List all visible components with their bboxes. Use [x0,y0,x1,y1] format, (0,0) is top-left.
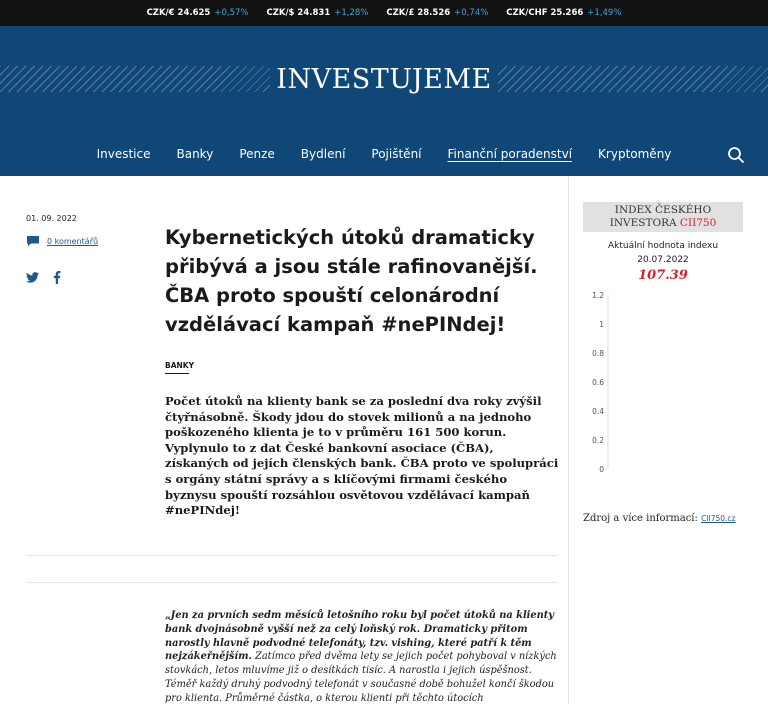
facebook-icon[interactable] [53,271,61,284]
nav-item-kryptomeny[interactable]: Kryptoměny [598,147,672,161]
index-current-label: Aktuální hodnota indexu [607,241,719,251]
y-tick-label: 0 [599,465,604,474]
quote-bold-part: „Jen za prvních sedm měsíců letošního roku byl počet útoků na klienty bank dvojnásobně vyšší než za celý loňský rok. Dramaticky přitom narostly hlavně podvodné telefonáty, tzv. vishing, které patří k těm nejzákeřnějším. [165,610,554,663]
comments-count[interactable]: 0 komentářů [47,236,99,246]
social-share [26,271,61,284]
divider [26,555,557,556]
y-tick-label: 0.6 [592,378,604,387]
currency-ticker [0,0,768,26]
ticker-item [506,8,621,18]
y-tick-label: 0.2 [592,436,604,445]
index-chart [583,288,743,478]
nav-item-penze[interactable]: Penze [239,147,275,161]
index-value: 107.39 [638,268,688,283]
index-meta [583,239,743,267]
y-tick-label: 0.4 [592,407,604,416]
article-date: 01. 09. 2022 [26,214,77,223]
masthead [0,26,768,132]
twitter-icon[interactable] [26,272,39,283]
ticker-change: +1,49% [587,8,622,18]
ticker-item [147,8,249,18]
ticker-pair: CZK/CHF 25.266 [506,8,584,18]
source-label: Zdroj a více informací: [583,513,698,524]
ticker-item [266,8,368,18]
y-tick-label: 1.2 [592,291,604,300]
nav-item-investice[interactable]: Investice [96,147,151,161]
nav-item-pojisteni[interactable]: Pojištění [371,147,422,161]
comment-icon [26,235,40,247]
source-link[interactable]: CII750.cz [701,514,736,523]
category-tag[interactable]: BANKY [165,361,194,374]
y-tick-label: 1 [599,320,604,329]
ticker-pair: CZK/$ 24.831 [266,8,331,18]
ticker-item [386,8,488,18]
divider [26,582,557,583]
ticker-pair: CZK/£ 28.526 [386,8,451,18]
article-title: Kybernetických útoků dramaticky přibývá a jsou stále rafinovanější. ČBA proto spouští celonárodní vzdělávací kampaň #nePINdej! [165,226,538,336]
ticker-change: +0,74% [454,8,489,18]
search-icon[interactable] [727,146,745,164]
article-lead: Počet útoků na klienty bank se za poslední dva roky zvýšil čtyřnásobně. Škody jdou do stovek milionů a na jednoho poškozeného klienta je to v průměru 161 500 korun. Vyplynulo to z dat České bankovní asociace (ČBA), získaných od jejích členských bank. ČBA proto ve spolupráci s orgány státní správy a s klíčovými firmami českého byznysu spouští rozsáhlou osvětovou vzdělávací kampaň #nePINdej! [165,394,559,518]
index-date: 20.07.2022 [637,255,689,265]
comments-link[interactable] [26,235,98,247]
nav-item-financni-poradenstvi[interactable]: Finanční poradenství [447,147,573,161]
ticker-change: +0,57% [214,8,249,18]
index-widget-header [583,202,743,232]
ticker-change: +1,28% [334,8,369,18]
main-nav [0,132,768,176]
index-title: INDEX ČESKÉHO INVESTORA [609,204,712,229]
site-logo[interactable]: INVESTUJEME [276,64,492,95]
nav-item-banky[interactable]: Banky [176,147,214,161]
index-source [583,513,735,524]
index-code: CII750 [679,217,717,229]
article-quote [165,609,560,704]
y-tick-label: 0.8 [592,349,604,358]
quote-rest: Zatímco před dvěma lety se jejich počet pohyboval v nízkých stovkách, letos mluvíme již o desítkách tisíc. A narostla i jejich úspěšnost. Téměř každý druhý podvodný telefonát v současné době bohužel končí škodou pro klienta. Průměrné částka, o kterou klienti při těchto útocích [165,651,557,704]
ticker-pair: CZK/€ 24.625 [146,8,211,18]
sidebar-divider [568,176,569,704]
nav-item-bydleni[interactable]: Bydlení [300,147,346,161]
